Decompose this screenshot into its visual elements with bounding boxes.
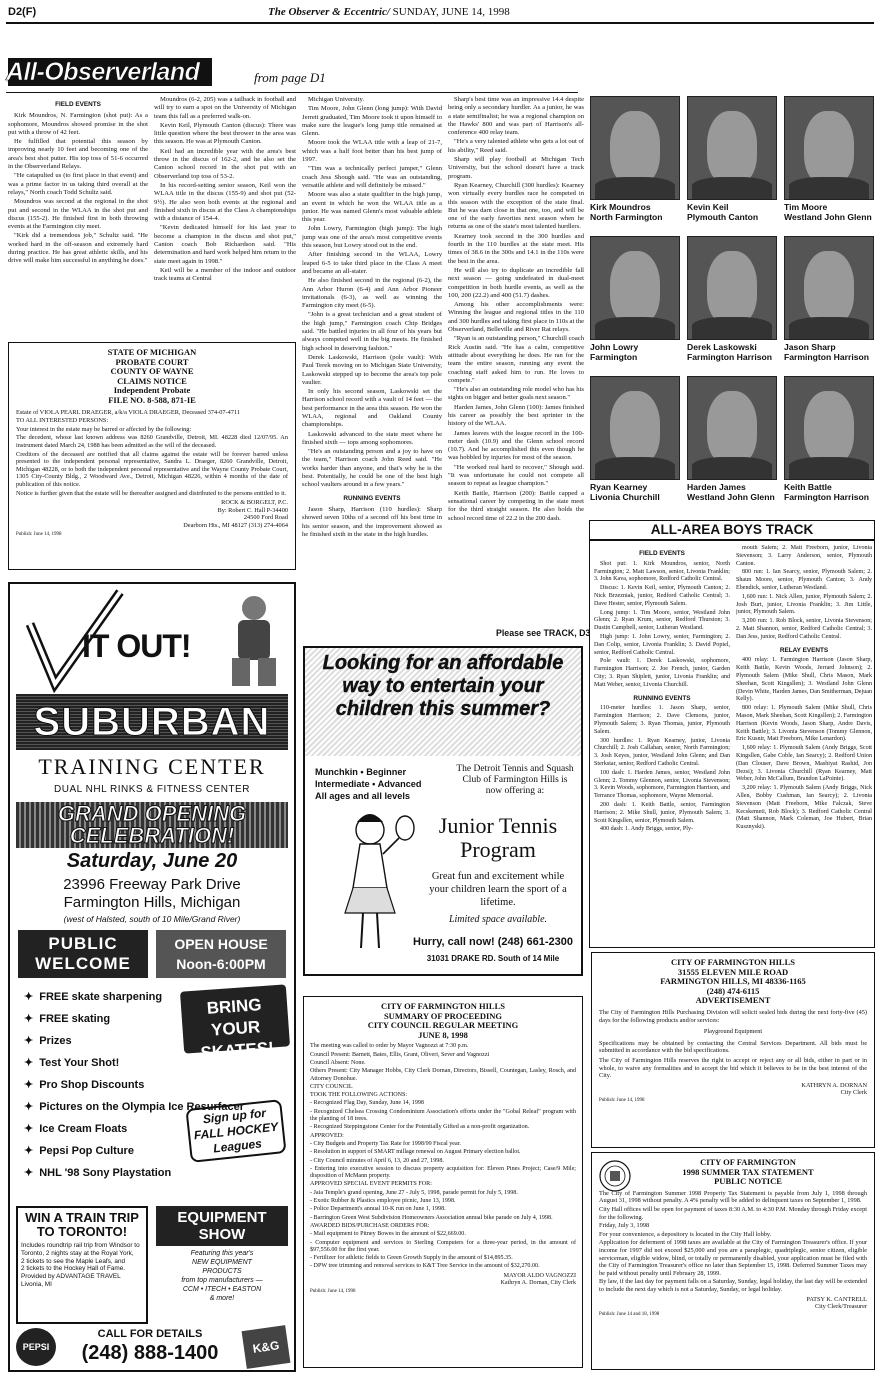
notice-line: Creditors of the deceased are notified that all claims against the estate will be forever barred unless presented to the independent personal representative, Sandra L. Draeger, 8260 Grandville, Detroit, Michigan 48228, or to both the independent personal representative and the Wayne County Probate Court, 1305 City-County Bldg., 2 Woodward Ave., Detroit, Michigan 48226, within 4 months of the date of publication of this notice. (16, 450, 288, 488)
tax-body (599, 1190, 867, 1294)
caption-school: North Farmington (590, 211, 663, 222)
notice-line: Council Present: Barnett, Bates, Ellis, Grant, Oliveri, Sever and Vagnozzi (310, 1051, 490, 1058)
caption-school: Farmington (590, 351, 638, 362)
paragraph: Tim Moore, John Glenn (long jump): With David Jerrett graduated, Tim Moore took it upon himself to make sure the league's long jump title remained at Glenn. (302, 105, 442, 138)
section-title: All-Observerland (6, 58, 200, 86)
paragraph: Shot put: 1. Kirk Moundros, senior, North Farmington; 2. Matt Lawson, senior, Livonia Franklin; 3. John Kava, sophomore, Redford Catholic Central. (594, 560, 730, 583)
notice-line: CITY COUNCIL REGULAR MEETING (367, 1020, 519, 1031)
notice-line: Your interest in the estate may be barred or affected by the following: (16, 425, 192, 433)
train-trip-box (16, 1206, 148, 1324)
grand-opening: GRAND OPENING CELEBRATION! (16, 802, 288, 848)
notice-line: - City Council minutes of April 6, 13, 20 and 27, 1998. (310, 1157, 444, 1164)
notice-line: AWARDED BIDS/PURCHASE ORDERS FOR: (310, 1222, 430, 1229)
subhead: RUNNING EVENTS (633, 694, 691, 702)
notice-line: TO ALL INTERESTED PERSONS: (16, 417, 109, 425)
paragraph: Ryan Kearney, Churchill (300 hurdles): Kearney won virtually every hurdles race he competed in this season with the exception of the state final. But he was darn close in that one, too, and will be one of the early favorites next season when he returns as one of the state's most talented hurdlers. (448, 181, 584, 231)
subhead: FIELD EVENTS (55, 101, 101, 108)
notice-line: STATE OF MICHIGAN (107, 347, 197, 357)
notice-line: 2 tickets to the Hockey Hall of Fame. (21, 1265, 126, 1273)
paragraph: Keil will be a member of the indoor and outdoor track teams at Central (154, 266, 296, 283)
bid-intro: The City of Farmington Hills Purchasing Division will solicit sealed bids during the next forty-five (45) days for the following products and/or services: (599, 1008, 867, 1024)
paragraph: 200 dash: 1. Keith Battle, senior, Farmington Harrison; 2. Mike Shull, junior, Plymouth Salem; 3. Scott Kingsllen, senior, Plymouth Salem. (594, 801, 730, 824)
paragraph: Derek Laskowski, Harrison (pole vault): With Paul Terek moving on to Michigan State University, Laskowski stepped up to become the area's top pole vaulter. (302, 353, 442, 386)
player-photo (590, 236, 680, 340)
open-house: OPEN HOUSE Noon-6:00PM (156, 930, 286, 978)
bullet-icon: ✦ (24, 1035, 34, 1047)
shirt-shape (595, 317, 674, 339)
feature-label: Pro Shop Discounts (39, 1079, 145, 1091)
player-photo (687, 376, 777, 480)
call-details: CALL FOR DETAILS (97, 1328, 203, 1340)
notice-line: CITY OF FARMINGTON HILLS (671, 957, 795, 967)
notice-line: (248) 474-6115 (706, 985, 760, 996)
notice-line: Featuring this year's (190, 1250, 254, 1257)
paragraph: "He worked real hard to recover," Shough said. "It was unfortunate he could not compete all season to repeat as league champion." (448, 463, 584, 488)
suburban-logo-band (16, 694, 288, 750)
all-area-box (589, 520, 875, 948)
page-number: D2(F) (8, 6, 37, 18)
paragraph: "John is a great technician and a great student of the high jump," Farmington coach Chip Bridges said. "He battled injuries in all four of his years but always competed well in the big meets. He finished high school in deserving fashion." (302, 311, 442, 352)
face-shape (804, 111, 853, 184)
city-seal-icon (598, 1159, 632, 1193)
notice-line: KATHRYN A. DORNAN (801, 1081, 867, 1089)
paragraph: Keith Battle, Harrison (200): Battle capped a sensational career by competing in the state meet for the third straight season. He also holds the school record time of 22.2 in the 200 dash. (448, 489, 584, 522)
bullet-icon: ✦ (24, 1101, 34, 1113)
caption-name: Jason Sharp (784, 342, 836, 352)
notice-line: Provided by ADVANTAGE TRAVEL Livonia, MI (21, 1273, 121, 1288)
bring-skates: BRING YOUR SKATES! (180, 984, 290, 1053)
player-photo (784, 376, 874, 480)
feature-label: FREE skating (39, 1013, 111, 1025)
paper-name: The Observer & Eccentric/ (268, 6, 390, 18)
paragraph: Pole vault: 1. Derek Laskowski, sophomore, Farmington Harrison; 2. Joe French, junior, Garden City; 3. Ryan Shiplett, junior, Livonia Franklin; and Matt Weber, senior, Livonia Churchill. (594, 658, 730, 688)
caption-school: Westland John Glenn (784, 211, 872, 222)
all-area-left (594, 545, 730, 945)
notice-line: - Computer equipment and services to Sterling Computers for a three-year period, in the amount of $97,556.00 for the first year. (310, 1239, 576, 1253)
bid-notice (591, 952, 875, 1148)
notice-line: - City Budgets and Property Tax Rate for 1998/99 Fiscal year. (310, 1140, 461, 1147)
paragraph: 300 hurdles: 1. Ryan Kearney, junior, Livonia Churchill; 2. Josh Callahan, senior, North Farmington; 3. Josh Keyes, junior, Westland John Glenn; and Dan Sterkstar, senior, Redford Catholic Central. (594, 737, 730, 767)
all-area-right (736, 545, 872, 945)
paragraph: 1,600 relay: 1. Plymouth Salem (Andy Briggs, Scott Kingsllen, Gabe Coble, Ian Searcy); 2. Redford Union (Dan Clouser, Dave Brown, Mashiyat Rashid, Jon Dezsi); 3. Livonia Churchill (Ryan Kearney, Matt Weber, John McCallum, Brandon LaPointe). (736, 745, 872, 783)
paragraph: 3,200 run: 1. Rob Block, senior, Livonia Stevenson; 2. Matt Shannon, senior, Redford Catholic Central; 3. Dan Jess, junior, Redford Catholic Central. (736, 618, 872, 640)
notice-line: City Clerk/Treasurer (814, 1303, 867, 1311)
tennis-levels (315, 766, 445, 802)
notice-line: CITY COUNCIL (310, 1083, 353, 1090)
probate-notice (8, 342, 296, 570)
notice-line: The decedent, whose last known address was 8260 Grandville, Detroit, MI. 48228 died 12/07/95. An instrument dated March 24, 1988 has been admitted as the will of the deceased. (16, 434, 288, 449)
notice-line: - Exotic Rubber & Plastics employee picnic, June 13, 1998. (310, 1198, 456, 1205)
notice-line: PUBLIC NOTICE (714, 1176, 782, 1187)
notice-line: Includes roundtrip rail trip from Windsor to Toronto, 2 nights stay at the Royal York, (21, 1242, 140, 1257)
probate-signature (16, 499, 288, 529)
paragraph: In only his second season, Laskowski set the Harrison school record with a vault of 14 feet — the best performance in the area this season. He won the WLAA, regional and Oakland County championships. (302, 388, 442, 429)
player-photo (784, 96, 874, 200)
face-shape (610, 251, 659, 324)
notice-line: JUNE 8, 1998 (418, 1029, 468, 1040)
caption-name: Harden James (687, 482, 746, 492)
caption-name: Tim Moore (784, 202, 828, 212)
paragraph: Moundros was second at the regional in the shot put and second in the WLAA in the shot put and discus (155-2). He finished first in both throwing events at the Farmington city meet. (8, 198, 148, 231)
tennis-address: 31031 DRAKE RD. South of 14 Mile (426, 954, 560, 963)
notice-line: - Recognized Chelsea Crossing Condominium Association's efforts under the "Gobal Releaf" program with the planting of 18 trees. (310, 1108, 576, 1123)
notice-line: 31555 ELEVEN MILE ROAD (677, 966, 789, 977)
paragraph: John Lowry, Farmington (high jump): The high jump was one of the area's most competitive events this season, but Lowry stood out in the end. (302, 225, 442, 250)
continued-line: Please see TRACK, D3 (496, 628, 591, 638)
notice-line: SUMMARY OF PROCEEDING (383, 1010, 503, 1021)
notice-line: APPROVED: (310, 1132, 344, 1139)
paragraph: James leaves with the league record in the 100-meter dash (10.9) and the Glenn school record (10.7). And he accomplished this even though he was hobbled by injuries for most of the season. (448, 429, 584, 462)
paragraph: Jason Sharp, Harrison (110 hurdles): Sharp showed seven 10ths of a second off his best time in his senior season, and the improvement showed as he finished sixth in the state in the high hurdles. (302, 505, 442, 538)
tennis-hurry: Hurry, call now! (248) 661-2300 (413, 936, 573, 948)
it-out-headline: IT OUT! (82, 628, 191, 664)
paragraph: Moundros (6-2, 205) was a tailback in football and will try to earn a spot on the University of Michigan team this fall as a preferred walk-on. (154, 96, 296, 120)
feature-item (24, 1052, 194, 1074)
paragraph: After finishing second in the WLAA, Lowry leaped 6-5 to take third place in the Class A meet and became an all-stater. (302, 251, 442, 275)
shirt-shape (789, 457, 868, 479)
caption-school: Livonia Churchill (590, 491, 660, 502)
shirt-shape (692, 457, 771, 479)
feature-item (24, 1096, 245, 1118)
notice-line: For your convenience, a depository is located in the City Hall lobby. (599, 1230, 772, 1238)
notice-line: COUNTY OF WAYNE (110, 366, 194, 377)
photo-caption (590, 203, 691, 222)
notice-line: Independent Probate (113, 385, 191, 396)
notice-line: Notice is further given that the estate will be thereafter assigned and distributed to the persons entitled to it. (16, 489, 287, 497)
photo-caption (687, 203, 788, 222)
feature-item (24, 1074, 194, 1096)
notice-line: - Recognized Flag Day, Sunday, June 14, 1998 (310, 1100, 424, 1107)
paragraph: Moore took the WLAA title with a leap of 21-7, which was a half foot better than his best jump of 1997. (302, 139, 442, 164)
tax-notice (591, 1152, 875, 1370)
masthead (268, 6, 510, 18)
paragraph: Laskowski advanced to the state meet where he finished sixth — tops among sophomores. (302, 430, 442, 446)
tennis-program: Junior Tennis Program (438, 813, 558, 862)
paragraph: 110-meter hurdles: 1. Jason Sharp, senior, Farmington Harrison; 2. Dave Clemons, junior, Plymouth Salem; 3. Ryan Thomas, junior, Plymouth Salem. (594, 705, 730, 735)
caption-name: Keith Battle (784, 482, 832, 492)
training-center: TRAINING CENTER (38, 754, 266, 779)
article-column-2 (154, 96, 296, 339)
feature-item (24, 1008, 194, 1030)
notice-line: CITY OF FARMINGTON HILLS (381, 1001, 505, 1011)
council-body (310, 1043, 576, 1270)
event-directions: (west of Halsted, south of 10 Mile/Grand River) (63, 914, 241, 924)
feature-label: Prizes (39, 1035, 72, 1047)
bullet-icon: ✦ (24, 1013, 34, 1025)
notice-line: from top manufacturers — (181, 1277, 263, 1284)
event-address: 23996 Freeway Park Drive (63, 876, 241, 893)
paragraph: Discus: 1. Kevin Keil, senior, Plymouth Canton; 2. Nick Brzezniak, junior, Redford Catholic Central; 3. Dave Hester, senior, Plymouth Salem. (594, 585, 730, 607)
paragraph: Kevin Keil, Plymouth Canton (discus): There was little question where the best thrower in the area was this season. He was at Plymouth Canton. (154, 121, 296, 146)
notice-line: PROBATE COURT (115, 356, 189, 367)
paragraph: "Kevin dedicated himself for his last year to become a champion in the discus and shot put," Canton coach Bob Richardson said. "His determination and hard work helped him return to the state meet again in 1998." (154, 224, 296, 265)
face-shape (707, 111, 756, 184)
photo-caption (784, 203, 880, 222)
bullet-icon: ✦ (24, 1123, 34, 1135)
probate-publish: Publish: June 14, 1998 (16, 532, 62, 538)
bullet-icon: ✦ (24, 1145, 34, 1157)
notice-line: Munchkin • Beginner (315, 767, 407, 777)
notice-line: - Barrington Green West Subdivision Homeowners Association annual bike parade on July 4, 1998. (310, 1214, 553, 1221)
photo-caption (784, 483, 880, 502)
caption-name: Derek Laskowski (687, 342, 757, 352)
notice-line: Estate of VIOLA PEARL DRAEGER, a/k/a VIOLA DRAEGER, Deceased 374-07-4711 (16, 408, 241, 416)
notice-line: 1998 SUMMER TAX STATEMENT (682, 1166, 814, 1177)
feature-item (24, 986, 194, 1008)
tax-signature (599, 1296, 867, 1311)
paragraph: In his record-setting senior season, Keil won the WLAA title in the discus (155-9) and shot put (52-9½). He also won both events at the regional and finished sixth in discus at the Class A championships with a distance of 154-4. (154, 181, 296, 223)
notice-line: FILE NO. 8-588, 871-IE (108, 394, 196, 405)
feature-label: Ice Cream Floats (39, 1123, 128, 1135)
probate-title (16, 348, 288, 406)
notice-line: Kathryn A. Dornan, City Clerk (500, 1279, 576, 1286)
train-trip-details (21, 1242, 143, 1289)
paragraph: 1,600 run: 1. Nick Allen, junior, Plymouth Salem; 2. Josh Burt, junior, Livonia Franklin; 3. Jim Little, junior, Plymouth Salem. (736, 593, 872, 616)
kg-logo: K&G (242, 1325, 291, 1369)
notice-line: CITY OF FARMINGTON (700, 1157, 796, 1167)
notice-line: - DPW tree trimming and removal services to K&T Tree Service in the amount of $32,270.00. (310, 1263, 540, 1270)
subhead: FIELD EVENTS (639, 550, 685, 557)
player-photo (687, 96, 777, 200)
bullet-icon: ✦ (24, 1079, 34, 1091)
article-column-4 (448, 96, 584, 626)
paragraph: Kearney took second in the 300 hurdles and fourth in the 110 hurdles at the state meet. His times of 38.6 in the 300s and 14.1 in the 110s were the best in the area. (448, 232, 584, 265)
player-photo (784, 236, 874, 340)
paragraph: High jump: 1. John Lowry, senior, Farmington; 2. Dan Colip, senior, Livonia Franklin; 3. David Popiel, senior, Redford Catholic Central. (594, 633, 730, 656)
notice-line: - Resolution in support of SMART millage renewal on August Primary election ballot. (310, 1149, 521, 1156)
notice-line: All ages and all levels (315, 791, 410, 801)
paragraph: "Tim was a technically perfect jumper," Glenn coach Jess Shough said. "He was an outstanding, versatile athlete and will definitely be missed." (302, 165, 442, 189)
notice-line: TOOK THE FOLLOWING ACTIONS: (310, 1092, 408, 1099)
paragraph: Among his other accomplishments were: Winning the league and regional titles in the 110 and 300 hurdles and taking first place in 110s at the Observerland, Belleville and River Rat relays. (448, 301, 584, 334)
notice-line: Intermediate • Advanced (315, 779, 422, 789)
tax-publish: Publish: June 14 and 18, 1998 (599, 1311, 660, 1317)
paragraph: 800 relay: 1. Plymouth Salem (Mike Shull, Chris Mason, Mark Sheehan, Scott Kingsllen); 2. Farmington Harrison (Kevin Woods, Jason Sharp, Andre Davis, Keith Battle); 3. Livonia Stevenson (Tommy Glennon, Eric Kusnir, Matt Freeborn, Mike Lenardon). (736, 705, 872, 743)
suburban-logo: SUBURBAN (33, 700, 271, 744)
pepsi-logo: PEPSI (16, 1328, 56, 1366)
face-shape (610, 111, 659, 184)
notice-line: City Clerk (840, 1089, 867, 1097)
feature-label: FREE skate sharpening (39, 991, 163, 1003)
train-trip-title: WIN A TRAIN TRIP TO TORONTO! (25, 1210, 139, 1239)
caption-school: Plymouth Canton (687, 211, 759, 222)
face-shape (804, 391, 853, 464)
tennis-ad (303, 646, 583, 976)
notice-line: ADVERTISEMENT (695, 995, 771, 1006)
council-notice (303, 996, 583, 1368)
feature-label: Pictures on the Olympia Ice Resurfacer (39, 1101, 245, 1113)
notice-line: City Hall offices will be open for payment of taxes 8:30 A.M. to 4:30 P.M. Monday through Friday except for the following. (599, 1205, 867, 1221)
shirt-shape (789, 177, 868, 199)
photo-caption (687, 483, 788, 502)
paragraph: He also finished second in the regional (6-2), the Ann Arbor Huron (6-4) and Ann Arbor Pioneer invitationals (6-3), as well as winning the Farmington city meet (6-5). (302, 277, 442, 310)
bullet-icon: ✦ (24, 1167, 34, 1179)
feature-item (24, 1140, 194, 1162)
paragraph: mouth Salem; 2. Matt Freeborn, junior, Livonia Stevenson; 3. Larry Anderson, senior, Plymouth Canton. (736, 545, 872, 567)
bid-rights: The City of Farmington Hills reserves the right to accept or reject any or all bids, either in part or in whole, to waive any formalities and to accept the bid which it believes to be in the best interest of the City. (599, 1056, 867, 1080)
equipment-details (156, 1249, 288, 1303)
paragraph: Moore was also a state qualifier in the high jump, an event in which he won the WLAA title as a junior. He was named Glenn's most valuable athlete this year. (302, 191, 442, 224)
player-photo (590, 376, 680, 480)
paragraph: 400 relay: 1. Farmington Harrison (Jason Sharp, Keith Battle, Kevin Woods, Jerrard Johnson); 2. Plymouth Salem (Mike Shull, Chris Mason, Mark Sheehan, Scott Kingsllen); 3. Westland John Glenn (Devin White, Harden James, Dan Smitherman, Dejuan Kelly). (736, 657, 872, 703)
paragraph: He will also try to duplicate an incredible fall next season — going undefeated in dual-meet competition in both hurdle events, as well as the 100, 200 (22.2) and 400 (51.7) dashes. (448, 266, 584, 299)
bid-specs: Specifications may be obtained by contacting the Central Services Department. All bids must be submitted in accordance with the bid specifications. (599, 1039, 867, 1055)
bullet-icon: ✦ (24, 1057, 34, 1069)
paragraph: Harden James, John Glenn (100): James finished his career as possibly the best sprinter in the history of the WLAA. (448, 403, 584, 428)
notice-line: By: Robert C. Hall P-34400 (217, 506, 288, 514)
goalie-icon (224, 590, 284, 690)
public-welcome: PUBLIC WELCOME (18, 930, 148, 978)
notice-line: CCM • ITECH • EASTON (182, 1286, 262, 1293)
dual-rinks: DUAL NHL RINKS & FITNESS CENTER (54, 784, 250, 795)
girl-tennis-illustration (325, 808, 415, 958)
paragraph: Sharp's best time was an impressive 14.4 despite being only a secondary hurdler. As a junior, he was a state semifinalist; he was a regional champion on the Hawks' 800 and was part of Harrison's all-conference 400 relay team. (448, 96, 584, 137)
notice-line: - Recognized Steppingstone Center for the Potentially Gifted as a non-profit organization. (310, 1124, 530, 1131)
notice-line: Council Absent: None. (310, 1059, 366, 1066)
equipment-show: EQUIPMENT SHOW (156, 1206, 288, 1246)
equipment-box (156, 1206, 288, 1324)
notice-line: APPROVED SPECIAL EVENT PERMITS FOR: (310, 1181, 432, 1188)
player-photo (590, 96, 680, 200)
council-title (310, 1002, 576, 1040)
probate-body (16, 409, 288, 498)
face-shape (707, 251, 756, 324)
face-shape (707, 391, 756, 464)
paragraph: Sharp will play football at Michigan Tech University, but the school doesn't have a track program. (448, 156, 584, 180)
notice-line: & more! (209, 1295, 235, 1302)
article-column-3 (302, 96, 442, 644)
council-publish: Publish: June 14, 1998 (310, 1289, 356, 1295)
masthead-rule (6, 22, 874, 24)
paragraph: 400 dash: 1. Andy Briggs, senior, Ply- (600, 826, 694, 833)
paragraph: Long jump: 1. Tim Moore, senior, Westland John Glenn; 2. Ryan Krum, senior, Redford Thurston; 3. Dustin Campbell, senior, Lutheran Westland. (594, 609, 730, 632)
shirt-shape (595, 457, 674, 479)
photo-caption (590, 483, 691, 502)
notice-line: - Entering into executive session to discuss property acquisition for: Eleven Pines Project; Case/9 Mile; disposition of McMann property. (310, 1165, 576, 1180)
paragraph: "He's an outstanding person and a joy to have on the team," Harrison coach John Reed said. "He works harder than anyone, and that's why he is the best. Potentially, he could be one of the best high school vaulters around in a few years." (302, 448, 442, 489)
feature-item (24, 1030, 194, 1052)
event-city: Farmington Hills, Michigan (63, 894, 241, 911)
feature-label: NHL '98 Sony Playstation (39, 1167, 172, 1179)
phone-number: (248) 888-1400 (81, 1342, 219, 1364)
fall-hockey: Sign up for FALL HOCKEY Leagues (185, 1099, 286, 1163)
feature-label: Pepsi Pop Culture (39, 1145, 134, 1157)
photo-caption (687, 343, 788, 362)
paragraph: "He's a very talented athlete who gets a lot out of his ability," Reed said. (448, 138, 584, 154)
shirt-shape (789, 317, 868, 339)
tennis-limited: Limited space available. (448, 914, 548, 925)
tennis-body: Great fun and excitement while your children learn the sport of a lifetime. (429, 871, 567, 908)
notice-line: ROCK & BORGELT, P.C. (221, 499, 288, 507)
paragraph: 100 dash: 1. Harden James, senior, Westland John Glenn; 2. Tommy Glennon, senior, Livonia Stevenson; 3. Kevin Woods, sophomore, Farmington Harrison, and Terrance Thomas, sophomore, Wayne Memorial. (594, 769, 730, 800)
notice-line: 2 tickets to see the Maple Leafs, and (21, 1257, 126, 1265)
paragraph: He fulfilled that potential this season by improving nearly 10 feet and becoming one of the area's best shot putter. His top toss of 51-6 occurred in the Observerland Relays. (8, 138, 148, 171)
paragraph: Keil had an incredible year with the area's best throw in the discus of 162-2, and he also set the Canton school record in the shot put with an Observerland top toss of 53-2. (154, 147, 296, 180)
shirt-shape (692, 177, 771, 199)
caption-school: Westland John Glenn (687, 491, 775, 502)
caption-school: Farmington Harrison (687, 351, 772, 362)
notice-line: NEW EQUIPMENT (192, 1259, 252, 1266)
caption-name: Kirk Moundros (590, 202, 651, 212)
subhead: RUNNING EVENTS (343, 494, 401, 502)
caption-name: Ryan Kearney (590, 482, 648, 492)
subhead: RELAY EVENTS (779, 646, 829, 654)
feature-item (24, 1118, 194, 1140)
title-rule (6, 92, 578, 93)
feature-label: Test Your Shot! (39, 1057, 120, 1069)
notice-line: PATSY K. CANTRELL (806, 1295, 867, 1303)
notice-line: Friday, July 3, 1998 (599, 1222, 650, 1230)
suburban-ad (8, 582, 296, 1372)
tax-title (629, 1158, 867, 1187)
paragraph: Kirk Moundros, N. Farmington (shot put): As a sophomore, Moundros showed promise in the shot put with a throw of 42 feet. (8, 112, 148, 136)
notice-line: The meeting was called to order by Mayor Vagnozzi at 7:30 p.m. (310, 1043, 469, 1050)
notice-line: PRODUCTS (202, 1268, 242, 1275)
bid-signature (599, 1082, 867, 1097)
article-column-1 (8, 96, 148, 339)
notice-line: The City of Farmington Summer 1998 Property Tax Statement is payable from July 1, 1998 through August 31, 1998 without penalty. A 4% penalty will be added to delinquent taxes on September 1, 1998. (599, 1189, 867, 1205)
notice-line: - Fertilizer for athletic fields to Green Growth Supply in the amount of $14,895.35. (310, 1255, 513, 1262)
notice-line: 24500 Ford Road (243, 514, 288, 522)
notice-line: Others Present: City Manager Hobbs, City Clerk Dornan, Directors, Bissell, Countegan, Lasley, Rosch, and Attorney Donohue. (310, 1068, 576, 1082)
caption-name: Kevin Keil (687, 202, 729, 212)
paragraph: "Ryan is an outstanding person," Churchill coach Rick Austin said. "He has a calm, competitive attitude about everything he does. He ran for the team the entire season, running any event the coaching staff asked him to run. He loves to compete." (448, 335, 584, 384)
notice-line: Dearborn Hts., MI 48127 (313) 274-4064 (183, 521, 288, 529)
notice-line: By law, if the last day for payment falls on a Saturday, Sunday, legal holiday, the last day will be extended to include the next day which is not a Saturday, Sunday, or legal holiday. (599, 1278, 867, 1293)
bid-publish: Publish: June 14, 1998 (599, 1097, 645, 1103)
photo-caption (590, 343, 691, 362)
bullet-icon: ✦ (24, 991, 34, 1003)
photo-caption (784, 343, 880, 362)
all-area-title: ALL-AREA BOYS TRACK (590, 521, 874, 541)
event-date: Saturday, June 20 (66, 850, 238, 872)
bid-item: Playground Equipment (703, 1028, 763, 1036)
notice-line: - Police Department's annual 10-K run on June 1, 1998. (310, 1206, 446, 1213)
notice-line: MAYOR ALDO VAGNOZZI (503, 1272, 576, 1279)
issue-date: SUNDAY, JUNE 14, 1998 (392, 6, 510, 18)
tennis-headline: Looking for an affordable way to entertain your children this summer? (322, 652, 564, 720)
notice-line: - Mail equipment to Pitney Bowes in the amount of $22,669.00. (310, 1231, 466, 1238)
paragraph: 800 run: 1. Ian Searcy, senior, Plymouth Salem; 2. Shaun Moore, senior, Plymouth Canton; 3. Andy Ebendick, senior, Lutheran Westland. (736, 569, 872, 591)
shirt-shape (595, 177, 674, 199)
paragraph: 3,200 relay: 1. Plymouth Salem (Andy Briggs, Nick Allen, Bobby Cushman, Ian Searcy); 2. Livonia Stevenson (Matt Freeborn, Mike Falczak, Steve Kecskemeti, Rob Block); 3. Redford Catholic Central (Matt Shannon, Mark Coleman, Joe Hubert, Brian Kusznyski). (736, 785, 872, 831)
caption-name: John Lowry (590, 342, 639, 352)
notice-line: FARMINGTON HILLS, MI 48336-1165 (660, 976, 806, 987)
feature-item (24, 1162, 194, 1184)
photo-grid (590, 96, 874, 516)
jump-line: from page D1 (254, 70, 326, 85)
paragraph: "He's also an outstanding role model who has his sights on bigger and better goals next season." (448, 386, 584, 402)
caption-school: Farmington Harrison (784, 351, 869, 362)
notice-line: - Jaia Temple's grand opening, June 27 - July 5, 1998, parade permit for July 5, 1998. (310, 1189, 518, 1196)
council-signature (310, 1273, 576, 1288)
caption-school: Farmington Harrison (784, 491, 869, 502)
notice-line: CLAIMS NOTICE (117, 375, 187, 386)
paragraph: "He catapulted us (to first place in that event) and was a prime factor in us taking third overall at the relays," North coach Todd Schultz said. (8, 172, 148, 196)
face-shape (610, 391, 659, 464)
tennis-club: The Detroit Tennis and Squash Club of Farmington Hills is now offering a: (456, 764, 574, 796)
shirt-shape (692, 317, 771, 339)
notice-line: Application for deferment of 1998 taxes are available at the City of Farmington Treasurer's office. If your income for 1997 did not exceed $25,000 and you are a paraplegic, quadriplegic, senior citizen, eligible serviceman, eligible widow, blind, or totally or permanently disabled, your application must be filed with the City of Farmington Treasurer's office no later than September 15, 1998. Deferred Summer Taxes may be paid without penalty until February 28, 1999. (599, 1239, 867, 1277)
paragraph: Michigan University. (308, 96, 364, 103)
paragraph: "Kirk did a tremendous job," Schultz said. "He worked hard in the off-season and extremely hard during practice. He has great athletic skills, and his drive will make him successful in anything he does." (8, 232, 148, 265)
player-photo (687, 236, 777, 340)
bid-title (599, 958, 867, 1006)
face-shape (804, 251, 853, 324)
